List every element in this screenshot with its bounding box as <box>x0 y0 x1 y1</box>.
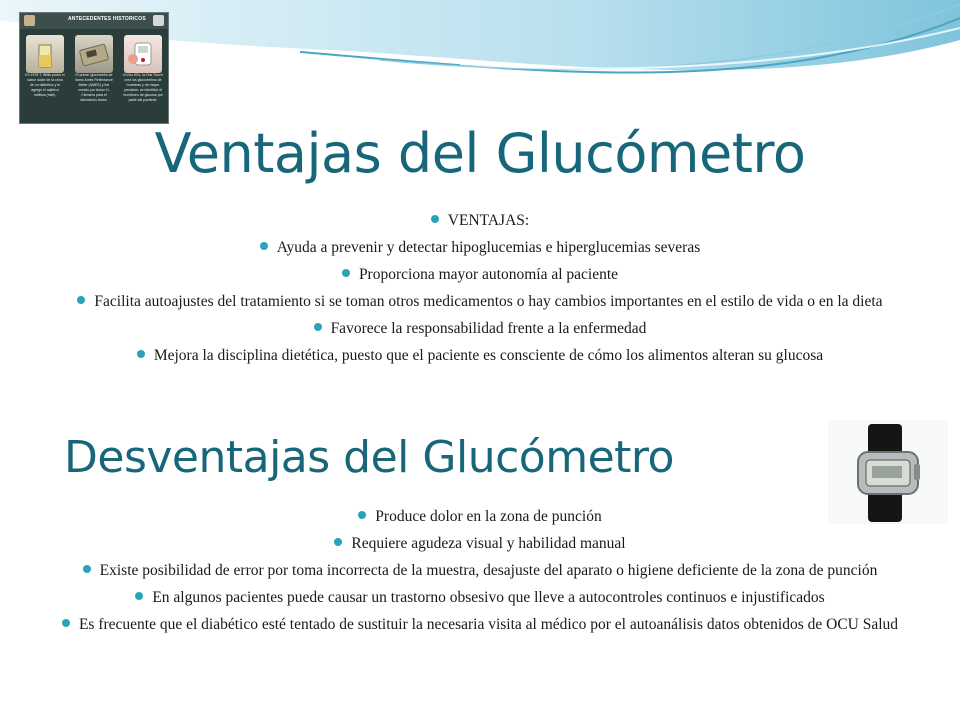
advantages-title: Ventajas del Glucómetro <box>154 122 806 185</box>
disadvantages-item: Existe posibilidad de error por toma incorrecta de la muestra, desajuste del aparato o higiene deficiente de la zona de punción <box>48 562 912 580</box>
university-logo-icon <box>24 15 35 26</box>
disadvantages-title: Desventajas del Glucómetro <box>64 432 674 483</box>
disadvantages-list <box>48 508 912 643</box>
advantages-item: VENTAJAS: <box>60 212 900 230</box>
advantages-item: Mejora la disciplina dietética, puesto que el paciente es consciente de cómo los alimentos alteran su glucosa <box>60 347 900 365</box>
advantages-item: Facilita autoajustes del tratamiento si se toman otros medicamentos o hay cambios importantes en el estilo de vida o en la dieta <box>60 293 900 311</box>
thumbnail-caption-3: En los 80's, la One Touch creó los glucómetros de muestras y de mayor precisión, se identificó el monitoreo de glucosa por parte del paciente. <box>123 73 163 102</box>
disadvantages-item: Es frecuente que el diabético esté tentado de sustituir la necesaria visita al médico por el autoanálisis datos obtenidos de OCU Salud <box>48 616 912 634</box>
thumbnail-title: ANTECEDENTES HISTORICOS <box>68 16 146 22</box>
urine-glass-image <box>26 35 64 73</box>
seal-logo-icon <box>153 15 164 26</box>
disadvantages-item: Requiere agudeza visual y habilidad manual <box>48 535 912 553</box>
advantages-item: Proporciona mayor autonomía al paciente <box>60 266 900 284</box>
thumbnail-caption-2: El primer glucómetro se llamó Ames Reflectance Meter (AMES) y fue creado por Anton H. Clemens para el laboratorio Ames. <box>75 73 113 102</box>
advantages-item: Ayuda a prevenir y detectar hipoglucemias e hiperglucemias severas <box>60 239 900 257</box>
history-slide-thumbnail <box>19 12 169 124</box>
disadvantages-item: Produce dolor en la zona de punción <box>48 508 912 526</box>
onetouch-meter-image <box>124 35 162 73</box>
advantages-list <box>60 212 900 374</box>
thumbnail-caption-1: En 1978 T. Willis probó el sabor dulce de la orina de un diabético y le agregó el adjetivo mellitus (miel). <box>25 73 65 97</box>
disadvantages-item: En algunos pacientes puede causar un trastorno obsesivo que lleve a autocontroles continuos e injustificados <box>48 589 912 607</box>
advantages-item: Favorece la responsabilidad frente a la enfermedad <box>60 320 900 338</box>
ames-meter-image <box>75 35 113 73</box>
